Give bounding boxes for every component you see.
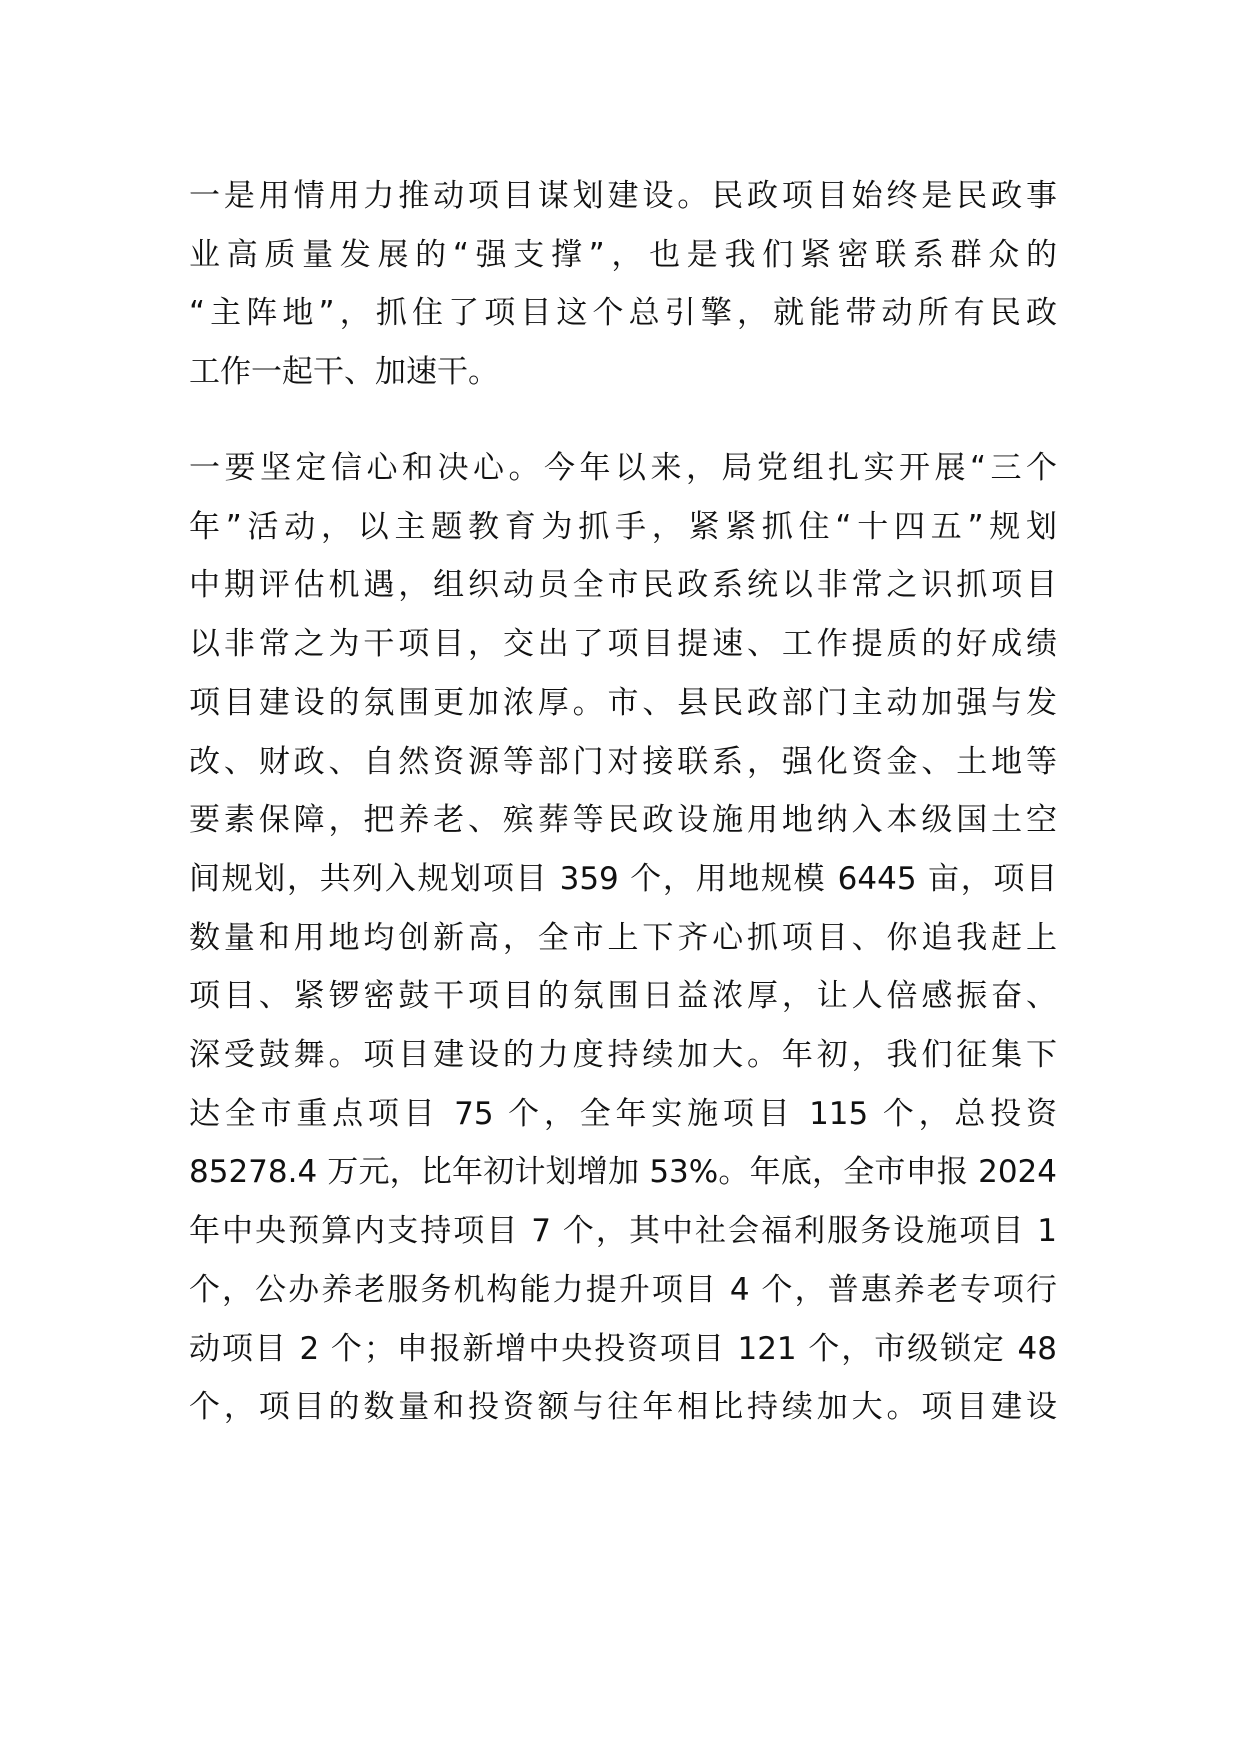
text-line: 个，项目的数量和投资额与往年相比持续加大。项目建设 bbox=[189, 1389, 1057, 1426]
text-line: 项目建设的氛围更加浓厚。市、县民政部门主动加强与发 bbox=[189, 684, 1057, 721]
text-line: 达全市重点项目 75 个，全年实施项目 115 个，总投资 bbox=[189, 1095, 1057, 1132]
text-line: 改、财政、自然资源等部门对接联系，强化资金、土地等 bbox=[189, 743, 1057, 780]
text-line: 项目、紧锣密鼓干项目的氛围日益浓厚，让人倍感振奋、 bbox=[189, 978, 1057, 1015]
text-line: 深受鼓舞。项目建设的力度持续加大。年初，我们征集下 bbox=[189, 1037, 1057, 1073]
text-line: 一是用情用力推动项目谋划建设。民政项目始终是民政事 bbox=[189, 178, 1057, 214]
text-line: 年中央预算内支持项目 7 个，其中社会福利服务设施项目 1 bbox=[189, 1213, 1057, 1250]
text-line: 要素保障，把养老、殡葬等民政设施用地纳入本级国土空 bbox=[189, 802, 1057, 839]
text-line: 85278.4 万元，比年初计划增加 53%。年底，全市申报 2024 bbox=[189, 1154, 1057, 1191]
text-line: 年”活动，以主题教育为抓手，紧紧抓住“十四五”规划 bbox=[189, 508, 1057, 545]
text-line: 业高质量发展的“强支撑”，也是我们紧密联系群众的 bbox=[189, 236, 1057, 273]
text-line: 一要坚定信心和决心。今年以来，局党组扎实开展“三个 bbox=[189, 450, 1057, 486]
text-line: 间规划，共列入规划项目 359 个，用地规模 6445 亩，项目 bbox=[189, 860, 1057, 897]
text-line: 中期评估机遇，组织动员全市民政系统以非常之识抓项目 bbox=[189, 567, 1057, 604]
text-line: 数量和用地均创新高，全市上下齐心抓项目、你追我赶上 bbox=[189, 919, 1057, 956]
text-line: 个，公办养老服务机构能力提升项目 4 个，普惠养老专项行 bbox=[189, 1271, 1057, 1308]
text-line: 以非常之为干项目，交出了项目提速、工作提质的好成绩 bbox=[189, 626, 1057, 663]
text-line: 动项目 2 个；申报新增中央投资项目 121 个，市级锁定 48 bbox=[189, 1330, 1057, 1367]
text-line: 工作一起干、加速干。 bbox=[189, 353, 499, 390]
text-line: “主阵地”，抓住了项目这个总引擎，就能带动所有民政 bbox=[189, 295, 1057, 332]
